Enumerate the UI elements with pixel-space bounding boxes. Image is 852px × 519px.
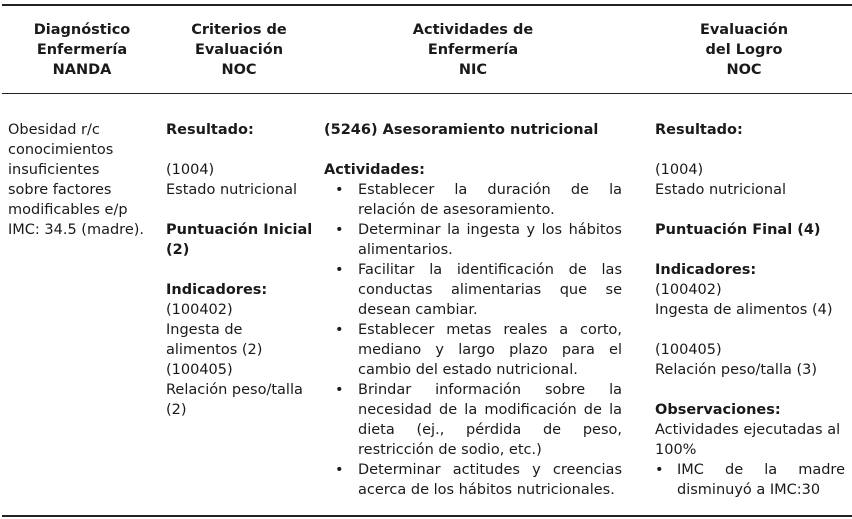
criteria-indicator-name: alimentos (2): [166, 342, 263, 358]
activity-item: • Brindar información sobre la necesidad de la modificación de la dieta (ej., pérdida de peso, restricción de sodio, etc.): [324, 380, 622, 460]
initial-score-label: Puntuación Inicial: [166, 222, 313, 238]
criteria-indicator-code: (100405): [166, 362, 233, 378]
criteria-indicators-label: Indicadores:: [166, 282, 268, 298]
final-score: Puntuación Final (4): [655, 222, 821, 238]
activity-item: • Determinar actitudes y creencias acerca de los hábitos nutricionales.: [324, 460, 622, 500]
observations-list: [655, 460, 845, 500]
diagnosis-line: modificables e/p: [8, 202, 128, 218]
header-activities-line: Enfermería: [427, 42, 519, 58]
observation-item: • IMC de la madre disminuyó a IMC:30: [655, 460, 845, 500]
activities-label: Actividades:: [324, 162, 425, 178]
criteria-result-code: (1004): [166, 162, 215, 178]
header-criteria-line: NOC: [221, 62, 257, 78]
diagnosis-line: IMC: 34.5 (madre).: [8, 222, 145, 238]
header-diagnosis-line: NANDA: [52, 62, 112, 78]
header-evaluation: [654, 10, 834, 90]
header-bottom-rule: [2, 93, 852, 94]
evaluation-result-label: Resultado:: [655, 122, 743, 138]
evaluation-indicator-code: (100405): [655, 342, 722, 358]
criteria-cell: [166, 120, 316, 420]
activity-item: • Facilitar la identificación de las conductas alimentarias que se desean cambiar.: [324, 260, 622, 320]
evaluation-indicator-name: Relación peso/talla (3): [655, 362, 818, 378]
criteria-indicator-code: (100402): [166, 302, 233, 318]
evaluation-cell: [655, 120, 845, 500]
header-evaluation-line: NOC: [726, 62, 762, 78]
activity-item: • Determinar la ingesta y los hábitos alimentarios.: [324, 220, 622, 260]
diagnosis-cell: [8, 120, 158, 240]
activities-cell: [324, 120, 622, 500]
evaluation-indicator-code: (100402): [655, 282, 722, 298]
header-diagnosis: [8, 10, 156, 90]
evaluation-indicator-name: Ingesta de alimentos (4): [655, 302, 833, 318]
header-diagnosis-line: Diagnóstico: [33, 22, 131, 38]
table-top-rule: [2, 4, 852, 6]
header-criteria: [165, 10, 313, 90]
table-bottom-rule: [2, 515, 852, 517]
criteria-indicator-name: (2): [166, 402, 187, 418]
activities-list: [324, 180, 622, 500]
diagnosis-line: insuficientes: [8, 162, 100, 178]
evaluation-result-name: Estado nutricional: [655, 182, 787, 198]
criteria-indicator-name: Ingesta de: [166, 322, 243, 338]
header-evaluation-line: Evaluación: [699, 22, 789, 38]
header-criteria-line: Criterios de: [191, 22, 287, 38]
activity-item: • Establecer metas reales a corto, mediano y largo plazo para el cambio del estado nutricional.: [324, 320, 622, 380]
criteria-indicator-name: Relación peso/talla: [166, 382, 303, 398]
observations-text: 100%: [655, 442, 697, 458]
observations-text: Actividades ejecutadas al: [655, 422, 841, 438]
header-criteria-line: Evaluación: [194, 42, 284, 58]
criteria-result-name: Estado nutricional: [166, 182, 298, 198]
diagnosis-line: conocimientos: [8, 142, 114, 158]
observations-label: Observaciones:: [655, 402, 781, 418]
criteria-result-label: Resultado:: [166, 122, 254, 138]
evaluation-indicators-label: Indicadores:: [655, 262, 757, 278]
header-activities-line: Actividades de: [412, 22, 534, 38]
header-activities-line: NIC: [458, 62, 488, 78]
header-diagnosis-line: Enfermería: [36, 42, 128, 58]
initial-score-value: (2): [166, 242, 190, 258]
header-evaluation-line: del Logro: [705, 42, 783, 58]
activities-title: (5246) Asesoramiento nutricional: [324, 122, 599, 138]
evaluation-result-code: (1004): [655, 162, 704, 178]
activity-item: • Establecer la duración de la relación de asesoramiento.: [324, 180, 622, 220]
diagnosis-line: Obesidad r/c: [8, 122, 100, 138]
header-activities: [324, 10, 622, 90]
diagnosis-line: sobre factores: [8, 182, 112, 198]
